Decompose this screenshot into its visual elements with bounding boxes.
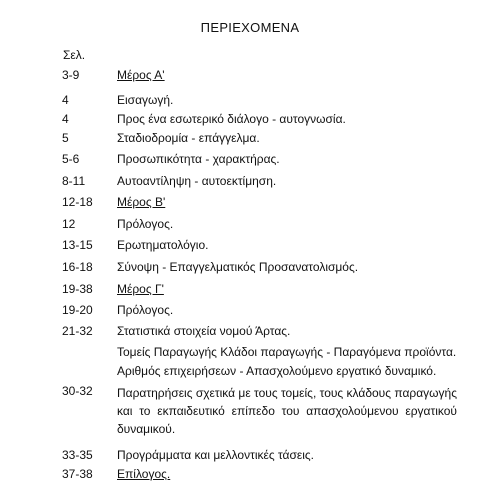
toc-page: 12-18 xyxy=(62,195,93,209)
toc-text: Πρόλογος. xyxy=(117,217,174,231)
toc-text: Προγράμματα και μελλοντικές τάσεις. xyxy=(117,448,315,462)
toc-page: 8-11 xyxy=(62,174,86,188)
toc-text: Σταδιοδρομία - επάγγελμα. xyxy=(117,131,260,145)
toc-page: 37-38 xyxy=(62,467,93,481)
toc-page: 4 xyxy=(62,112,69,126)
toc-text: Σύνοψη - Επαγγελματικός Προσανατολισμός. xyxy=(117,260,359,274)
toc-text: Στατιστικά στοιχεία νομού Άρτας. xyxy=(117,324,291,338)
toc-page: 5 xyxy=(62,131,69,145)
toc-page: 19-20 xyxy=(62,303,93,317)
toc-page: 19-38 xyxy=(62,282,93,296)
toc-section-heading: Μέρος Β' xyxy=(117,195,166,209)
toc-section-heading: Μέρος Γ' xyxy=(117,282,164,296)
toc-text: Ερωτηματολόγιο. xyxy=(117,238,209,252)
toc-text: Εισαγωγή. xyxy=(117,93,174,107)
toc-text: Τομείς Παραγωγής Κλάδοι παραγωγής - Παραγόμενα προϊόντα. xyxy=(117,345,457,359)
toc-text: Πρόλογος. xyxy=(117,303,174,317)
toc-text: Αυτοαντίληψη - αυτοεκτίμηση. xyxy=(117,174,277,188)
toc-page: 13-15 xyxy=(62,238,93,252)
toc-text: Προσωπικότητα - χαρακτήρας. xyxy=(117,152,280,166)
page-title: ΠΕΡΙΕΧΟΜΕΝΑ xyxy=(200,20,300,35)
toc-page: 4 xyxy=(62,93,69,107)
toc-page: 3-9 xyxy=(62,68,80,82)
toc-page: 12 xyxy=(62,217,76,231)
toc-section-heading: Μέρος Α' xyxy=(117,68,165,82)
toc-text: Προς ένα εσωτερικό διάλογο - αυτογνωσία. xyxy=(117,112,346,126)
toc-text: Αριθμός επιχειρήσεων - Απασχολούμενο εργατικό δυναμικό. xyxy=(117,364,437,378)
toc-page: 33-35 xyxy=(62,448,93,462)
toc-page: 5-6 xyxy=(62,152,80,166)
toc-page: 21-32 xyxy=(62,324,93,338)
toc-text: Παρατηρήσεις σχετικά με τους τομείς, τους κλάδους παραγωγής και το εκπαιδευτικό επίπεδο του απασχολούμενου εργατικού δυναμικού. xyxy=(117,386,457,436)
toc-text: Επίλογος. xyxy=(117,467,171,481)
toc-page: 30-32 xyxy=(62,384,93,398)
toc-page: 16-18 xyxy=(62,260,93,274)
page-column-header: Σελ. xyxy=(63,48,86,62)
